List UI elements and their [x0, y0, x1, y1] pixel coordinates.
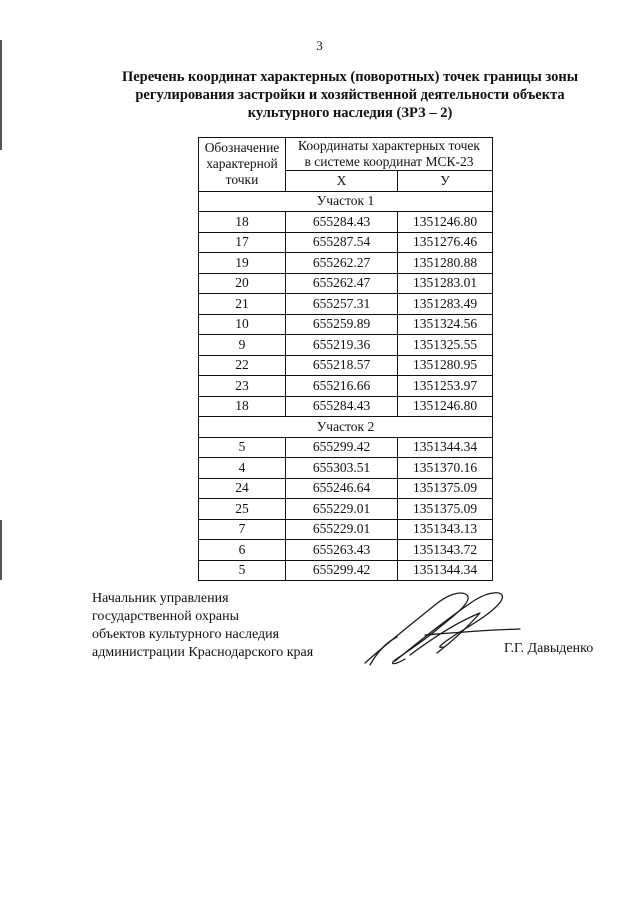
table-row — [199, 478, 493, 499]
x-cell: 655219.36 — [286, 335, 398, 356]
x-cell: 655262.47 — [286, 273, 398, 294]
x-cell: 655299.42 — [286, 437, 398, 458]
table-row — [199, 396, 493, 417]
y-cell: 1351280.88 — [398, 253, 493, 274]
header-text: Координаты характерных точек — [298, 138, 480, 153]
section-row — [199, 191, 493, 212]
y-cell: 1351325.55 — [398, 335, 493, 356]
title-line: культурного наследия (ЗРЗ – 2) — [247, 105, 453, 121]
point-cell: 18 — [199, 212, 286, 233]
point-cell: 23 — [199, 376, 286, 397]
header-text: в системе координат МСК-23 — [304, 154, 474, 169]
y-cell: 1351276.46 — [398, 232, 493, 253]
position-line: государственной охраны — [92, 609, 240, 624]
point-cell: 5 — [199, 560, 286, 581]
point-cell: 5 — [199, 437, 286, 458]
section-row — [199, 417, 493, 438]
point-cell: 9 — [199, 335, 286, 356]
x-cell: 655299.42 — [286, 560, 398, 581]
point-cell: 22 — [199, 355, 286, 376]
x-cell: 655218.57 — [286, 355, 398, 376]
table-row — [199, 560, 493, 581]
table-row — [199, 499, 493, 520]
table-row — [199, 294, 493, 315]
point-cell: 6 — [199, 540, 286, 561]
handwritten-signature — [355, 585, 525, 675]
y-cell: 1351246.80 — [398, 396, 493, 417]
table-header-row — [199, 138, 493, 171]
y-cell: 1351343.72 — [398, 540, 493, 561]
title-line: Перечень координат характерных (поворотных) точек границы зоны — [121, 69, 579, 85]
header-coordinates — [286, 138, 493, 171]
point-cell: 18 — [199, 396, 286, 417]
y-cell: 1351344.34 — [398, 437, 493, 458]
scan-edge-mark — [0, 520, 2, 580]
y-cell: 1351344.34 — [398, 560, 493, 581]
point-cell: 7 — [199, 519, 286, 540]
y-cell: 1351343.13 — [398, 519, 493, 540]
coordinates-table — [198, 137, 493, 581]
page-number: 3 — [316, 38, 323, 53]
y-cell: 1351283.01 — [398, 273, 493, 294]
table-row — [199, 232, 493, 253]
table-row — [199, 355, 493, 376]
table-row — [199, 540, 493, 561]
signer-name: Г.Г. Давыденко — [504, 641, 594, 656]
point-cell: 4 — [199, 458, 286, 479]
point-cell: 17 — [199, 232, 286, 253]
header-point-designation — [199, 138, 286, 192]
section-title: Участок 1 — [199, 191, 493, 212]
header-text: характерной — [206, 156, 278, 172]
y-cell: 1351283.49 — [398, 294, 493, 315]
point-cell: 20 — [199, 273, 286, 294]
y-cell: 1351246.80 — [398, 212, 493, 233]
table-body — [199, 191, 493, 581]
table-row — [199, 273, 493, 294]
x-cell: 655284.43 — [286, 212, 398, 233]
x-cell: 655284.43 — [286, 396, 398, 417]
header-text: Обозначение — [204, 140, 280, 156]
table-row — [199, 335, 493, 356]
table-row — [199, 458, 493, 479]
y-cell: 1351370.16 — [398, 458, 493, 479]
scan-edge-mark — [0, 40, 2, 150]
x-cell: 655262.27 — [286, 253, 398, 274]
x-cell: 655287.54 — [286, 232, 398, 253]
table-row — [199, 212, 493, 233]
y-cell: 1351375.09 — [398, 499, 493, 520]
title-line: регулирования застройки и хозяйственной деятельности объекта — [135, 87, 565, 103]
point-cell: 19 — [199, 253, 286, 274]
position-line: объектов культурного наследия — [92, 627, 280, 642]
signatory-position — [92, 590, 313, 662]
y-cell: 1351253.97 — [398, 376, 493, 397]
section-title: Участок 2 — [199, 417, 493, 438]
y-cell: 1351280.95 — [398, 355, 493, 376]
header-text: точки — [225, 172, 259, 188]
x-cell: 655303.51 — [286, 458, 398, 479]
table-row — [199, 314, 493, 335]
x-cell: 655229.01 — [286, 519, 398, 540]
point-cell: 25 — [199, 499, 286, 520]
x-cell: 655216.66 — [286, 376, 398, 397]
y-cell: 1351375.09 — [398, 478, 493, 499]
header-x: X — [286, 171, 398, 192]
point-cell: 10 — [199, 314, 286, 335]
point-cell: 24 — [199, 478, 286, 499]
document-title — [90, 68, 610, 122]
x-cell: 655229.01 — [286, 499, 398, 520]
point-cell: 21 — [199, 294, 286, 315]
x-cell: 655246.64 — [286, 478, 398, 499]
table-row — [199, 376, 493, 397]
x-cell: 655259.89 — [286, 314, 398, 335]
x-cell: 655257.31 — [286, 294, 398, 315]
table-row — [199, 437, 493, 458]
position-line: администрации Краснодарского края — [92, 645, 314, 660]
position-line: Начальник управления — [92, 591, 229, 606]
header-y: У — [398, 171, 493, 192]
x-cell: 655263.43 — [286, 540, 398, 561]
table-row — [199, 253, 493, 274]
y-cell: 1351324.56 — [398, 314, 493, 335]
table-row — [199, 519, 493, 540]
